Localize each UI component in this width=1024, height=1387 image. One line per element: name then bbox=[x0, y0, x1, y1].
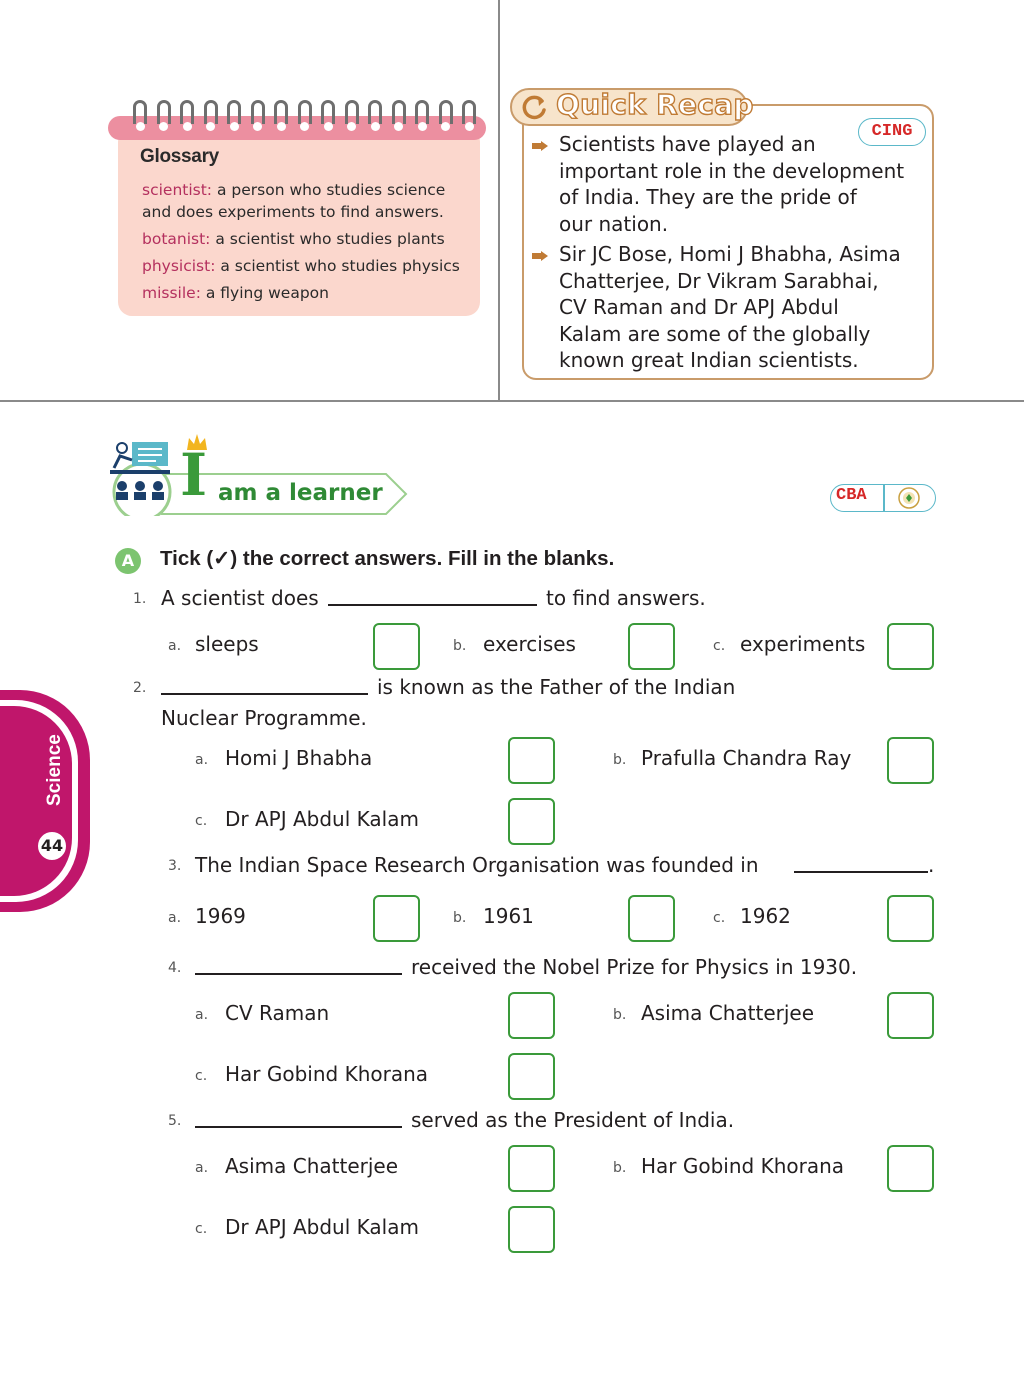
binding-hole bbox=[300, 122, 309, 131]
option-text: experiments bbox=[740, 632, 866, 656]
question-text: A scientist does bbox=[161, 586, 319, 610]
spiral-ring bbox=[298, 100, 312, 124]
spiral-ring bbox=[204, 100, 218, 124]
binding-hole bbox=[159, 122, 168, 131]
option-letter: c. bbox=[195, 1221, 208, 1237]
spiral-ring bbox=[368, 100, 382, 124]
binding-hole bbox=[465, 122, 474, 131]
option-text: 1962 bbox=[740, 904, 791, 928]
spiral-ring bbox=[415, 100, 429, 124]
answer-blank[interactable] bbox=[195, 1126, 402, 1128]
glossary-entry: and does experiments to find answers. bbox=[142, 203, 444, 221]
horizontal-divider bbox=[0, 400, 1024, 402]
option-letter: b. bbox=[613, 752, 627, 768]
spiral-ring bbox=[439, 100, 453, 124]
glossary-entry: scientist: a person who studies science bbox=[142, 181, 446, 199]
learner-letter-i: I bbox=[180, 441, 208, 509]
glossary-entry: physicist: a scientist who studies physics bbox=[142, 257, 460, 275]
question-number: 4. bbox=[168, 960, 182, 976]
option-letter: c. bbox=[713, 638, 726, 654]
option-text: Prafulla Chandra Ray bbox=[641, 746, 852, 770]
spiral-ring bbox=[180, 100, 194, 124]
recap-text-line: CV Raman and Dr APJ Abdul bbox=[559, 295, 839, 319]
option-text: Homi J Bhabha bbox=[225, 746, 373, 770]
answer-blank[interactable] bbox=[328, 604, 537, 606]
tick-box[interactable] bbox=[887, 992, 934, 1039]
option-letter: c. bbox=[713, 910, 726, 926]
glossary-entry: botanist: a scientist who studies plants bbox=[142, 230, 445, 248]
cba-divider bbox=[883, 485, 885, 511]
question-text: received the Nobel Prize for Physics in 1930. bbox=[411, 955, 858, 979]
question-number: 3. bbox=[168, 858, 182, 874]
binding-hole bbox=[206, 122, 215, 131]
answer-blank[interactable] bbox=[195, 973, 402, 975]
vertical-divider bbox=[498, 0, 500, 402]
binding-hole bbox=[347, 122, 356, 131]
page-number: 44 bbox=[36, 830, 68, 862]
tick-box[interactable] bbox=[887, 895, 934, 942]
option-letter: b. bbox=[453, 638, 467, 654]
section-a-heading: Tick (✓) the correct answers. Fill in the blanks. bbox=[160, 547, 615, 570]
recap-text-line: Chatterjee, Dr Vikram Sarabhai, bbox=[559, 269, 879, 293]
question-text: . bbox=[928, 853, 935, 877]
tick-box[interactable] bbox=[887, 737, 934, 784]
option-letter: a. bbox=[195, 1007, 209, 1023]
option-letter: a. bbox=[195, 752, 209, 768]
option-letter: c. bbox=[195, 813, 208, 829]
tick-box[interactable] bbox=[373, 895, 420, 942]
recap-text-line: Scientists have played an bbox=[559, 132, 816, 156]
option-letter: b. bbox=[613, 1160, 627, 1176]
option-text: Asima Chatterjee bbox=[641, 1001, 815, 1025]
option-text: Dr APJ Abdul Kalam bbox=[225, 1215, 419, 1239]
option-text: CV Raman bbox=[225, 1001, 330, 1025]
tick-box[interactable] bbox=[628, 895, 675, 942]
recap-title: Quick Recap bbox=[556, 88, 754, 121]
refresh-icon bbox=[520, 92, 550, 122]
recap-text-line: our nation. bbox=[559, 212, 669, 236]
binding-hole bbox=[136, 122, 145, 131]
binding-hole bbox=[441, 122, 450, 131]
learner-title: am a learner bbox=[218, 480, 383, 506]
spiral-ring bbox=[133, 100, 147, 124]
question-text: The Indian Space Research Organisation was founded in bbox=[195, 853, 759, 877]
binding-hole bbox=[418, 122, 427, 131]
cing-badge: CING bbox=[858, 118, 926, 146]
tick-box[interactable] bbox=[373, 623, 420, 670]
binding-hole bbox=[371, 122, 380, 131]
recap-text-line: known great Indian scientists. bbox=[559, 348, 859, 372]
option-text: sleeps bbox=[195, 632, 259, 656]
option-text: Dr APJ Abdul Kalam bbox=[225, 807, 419, 831]
option-letter: c. bbox=[195, 1068, 208, 1084]
question-text: Nuclear Programme. bbox=[161, 706, 367, 730]
option-text: exercises bbox=[483, 632, 576, 656]
cba-badge: CBA bbox=[836, 486, 867, 505]
option-letter: b. bbox=[453, 910, 467, 926]
answer-blank[interactable] bbox=[794, 871, 928, 873]
arrow-bullet-icon bbox=[532, 141, 548, 151]
question-number: 2. bbox=[133, 680, 147, 696]
glossary-entry: missile: a flying weapon bbox=[142, 284, 329, 302]
option-text: Har Gobind Khorana bbox=[641, 1154, 845, 1178]
option-letter: a. bbox=[195, 1160, 209, 1176]
binding-hole bbox=[324, 122, 333, 131]
tick-box[interactable] bbox=[887, 1145, 934, 1192]
arrow-bullet-icon bbox=[532, 251, 548, 261]
question-text: to find answers. bbox=[546, 586, 706, 610]
spiral-ring bbox=[227, 100, 241, 124]
tick-box[interactable] bbox=[508, 992, 555, 1039]
spiral-ring bbox=[251, 100, 265, 124]
glossary-title: Glossary bbox=[140, 146, 219, 167]
spiral-ring bbox=[157, 100, 171, 124]
question-text: is known as the Father of the Indian bbox=[377, 675, 736, 699]
option-letter: a. bbox=[168, 638, 182, 654]
spiral-ring bbox=[274, 100, 288, 124]
tick-box[interactable] bbox=[508, 1206, 555, 1253]
option-letter: b. bbox=[613, 1007, 627, 1023]
question-text: served as the President of India. bbox=[411, 1108, 735, 1132]
seal-icon bbox=[898, 487, 920, 509]
classroom-icon bbox=[110, 434, 174, 516]
tick-box[interactable] bbox=[508, 1145, 555, 1192]
section-a-badge: A bbox=[115, 548, 141, 574]
spiral-ring bbox=[345, 100, 359, 124]
binding-hole bbox=[183, 122, 192, 131]
answer-blank[interactable] bbox=[161, 693, 368, 695]
option-text: Asima Chatterjee bbox=[225, 1154, 399, 1178]
spiral-ring bbox=[392, 100, 406, 124]
option-text: 1969 bbox=[195, 904, 246, 928]
option-text: Har Gobind Khorana bbox=[225, 1062, 429, 1086]
option-text: 1961 bbox=[483, 904, 534, 928]
spiral-ring bbox=[462, 100, 476, 124]
tick-box[interactable] bbox=[508, 1053, 555, 1100]
binding-hole bbox=[230, 122, 239, 131]
option-letter: a. bbox=[168, 910, 182, 926]
recap-text-line: Kalam are some of the globally bbox=[559, 322, 871, 346]
binding-hole bbox=[277, 122, 286, 131]
tick-box[interactable] bbox=[628, 623, 675, 670]
recap-text-line: important role in the development bbox=[559, 159, 905, 183]
subject-label: Science bbox=[44, 734, 65, 806]
tick-box[interactable] bbox=[508, 798, 555, 845]
recap-text-line: of India. They are the pride of bbox=[559, 185, 857, 209]
question-number: 1. bbox=[133, 591, 147, 607]
binding-hole bbox=[394, 122, 403, 131]
tick-box[interactable] bbox=[508, 737, 555, 784]
question-number: 5. bbox=[168, 1113, 182, 1129]
recap-text-line: Sir JC Bose, Homi J Bhabha, Asima bbox=[559, 242, 901, 266]
tick-box[interactable] bbox=[887, 623, 934, 670]
spiral-ring bbox=[321, 100, 335, 124]
binding-hole bbox=[253, 122, 262, 131]
